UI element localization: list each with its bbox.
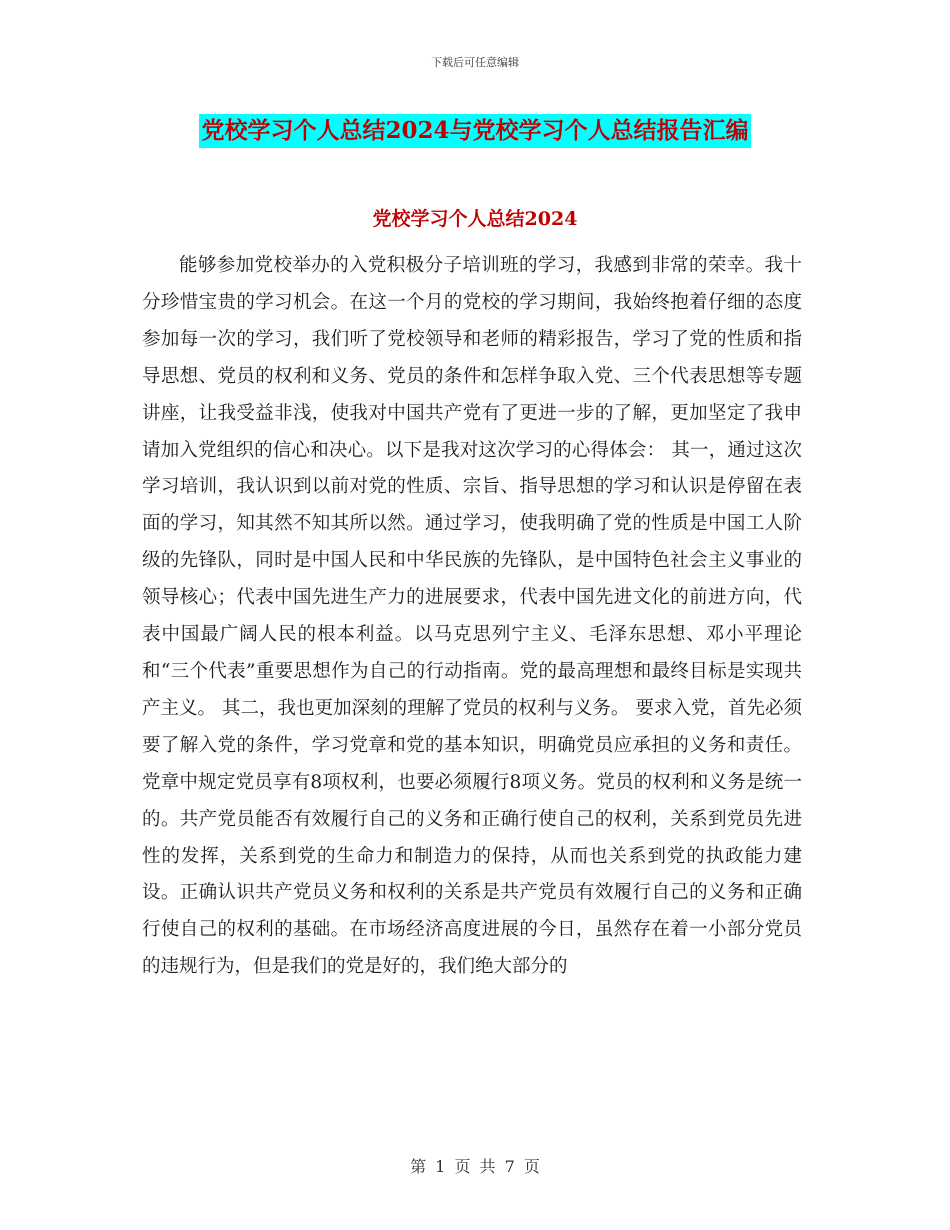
page-number-footer: 第 1 页 共 7 页: [410, 1157, 540, 1176]
document-title: 党校学习个人总结2024与党校学习个人总结报告汇编: [199, 114, 750, 148]
body-paragraph: 能够参加党校举办的入党积极分子培训班的学习，我感到非常的荣幸。我十分珍惜宝贵的学习机会。在这一个月的党校的学习期间，我始终抱着仔细的态度参加每一次的学习，我们听了党校领导和老师的精彩报告，学习了党的性质和指导思想、党员的权利和义务、党员的条件和怎样争取入党、三个代表思想等专题讲座，让我受益非浅，使我对中国共产党有了更进一步的了解，更加坚定了我申请加入党组织的信心和决心。以下是我对这次学习的心得体会： 其一，通过这次学习培训，我认识到以前对党的性质、宗旨、指导思想的学习和认识是停留在表面的学习，知其然不知其所以然。通过学习，使我明确了党的性质是中国工人阶级的先锋队，同时是中国人民和中华民族的先锋队，是中国特色社会主义事业的领导核心；代表中国先进生产力的进展要求，代表中国先进文化的前进方向，代表中国最广阔人民的根本利益。以马克思列宁主义、毛泽东思想、邓小平理论和“三个代表”重要思想作为自己的行动指南。党的最高理想和最终目标是实现共产主义。 其二，我也更加深刻的理解了党员的权利与义务。 要求入党，首先必须要了解入党的条件，学习党章和党的基本知识，明确党员应承担的义务和责任。党章中规定党员享有8项权利，也要必须履行8项义务。党员的权利和义务是统一的。共产党员能否有效履行自己的义务和正确行使自己的权利，关系到党员先进性的发挥，关系到党的生命力和制造力的保持，从而也关系到党的执政能力建设。正确认识共产党员义务和权利的关系是共产党员有效履行自己的义务和正确行使自己的权利的基础。在市场经济高度进展的今日，虽然存在着一小部分党员的违规行为，但是我们的党是好的，我们绝大部分的: [142, 255, 802, 978]
document-title-container: [0, 114, 950, 148]
page-header-note: 下载后可任意编辑: [431, 56, 519, 69]
section-title: 党校学习个人总结2024: [372, 208, 578, 230]
